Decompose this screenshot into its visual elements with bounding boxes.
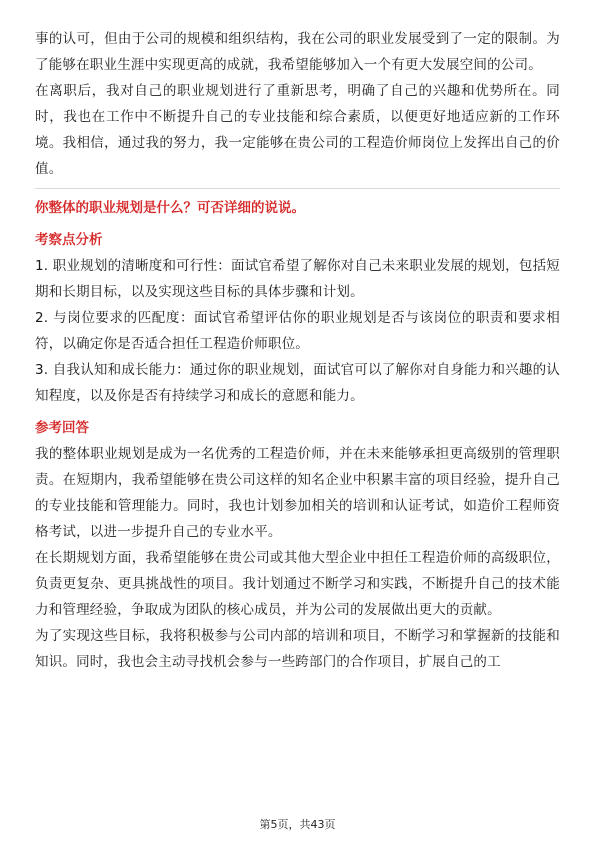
answer-paragraph-3: 为了实现这些目标，我将积极参与公司内部的培训和项目，不断学习和掌握新的技能和知识。同时，我也会主动寻找机会参与一些跨部门的合作项目，扩展自己的工: [35, 628, 560, 670]
answer-heading: 参考回答: [35, 420, 89, 436]
intro-paragraph-2: 在离职后，我对自己的职业规划进行了重新思考，明确了自己的兴趣和优势所在。同时，我也在工作中不断提升自己的专业技能和综合素质，以便更好地适应新的工作环境。我相信，通过我的努力，我一定能够在贵公司的工程造价师岗位上发挥出自己的价值。: [35, 83, 560, 177]
answer-paragraph-1: 我的整体职业规划是成为一名优秀的工程造价师，并在未来能够承担更高级别的管理职责。在短期内，我希望能够在贵公司这样的知名企业中积累丰富的项目经验，提升自己的专业技能和管理能力。同时，我也计划参加相关的培训和认证考试，如造价工程师资格考试，以进一步提升自己的专业水平。: [35, 446, 560, 540]
analysis-item-1: 1. 职业规划的清晰度和可行性：面试官希望了解你对自己未来职业发展的规划，包括短期和长期目标，以及实现这些目标的具体步骤和计划。: [35, 258, 560, 300]
document-page: [35, 26, 560, 675]
answer-paragraph-2: 在长期规划方面，我希望能够在贵公司或其他大型企业中担任工程造价师的高级职位，负责更复杂、更具挑战性的项目。我计划通过不断学习和实践，不断提升自己的技术能力和管理经验，争取成为团队的核心成员，并为公司的发展做出更大的贡献。: [35, 550, 560, 618]
section-divider: [35, 188, 560, 189]
page-footer: 第5页，共43页: [259, 818, 336, 831]
analysis-heading: 考察点分析: [35, 232, 103, 248]
analysis-item-3: 3. 自我认知和成长能力：通过你的职业规划，面试官可以了解你对自身能力和兴趣的认知程度，以及你是否有持续学习和成长的意愿和能力。: [35, 362, 560, 404]
intro-paragraph-1: 事的认可，但由于公司的规模和组织结构，我在公司的职业发展受到了一定的限制。为了能够在职业生涯中实现更高的成就，我希望能够加入一个有更大发展空间的公司。: [35, 31, 560, 73]
interview-question: 你整体的职业规划是什么？可否详细的说说。: [35, 200, 305, 216]
analysis-item-2: 2. 与岗位要求的匹配度：面试官希望评估你的职业规划是否与该岗位的职责和要求相符，以确定你是否适合担任工程造价师职位。: [35, 310, 560, 352]
